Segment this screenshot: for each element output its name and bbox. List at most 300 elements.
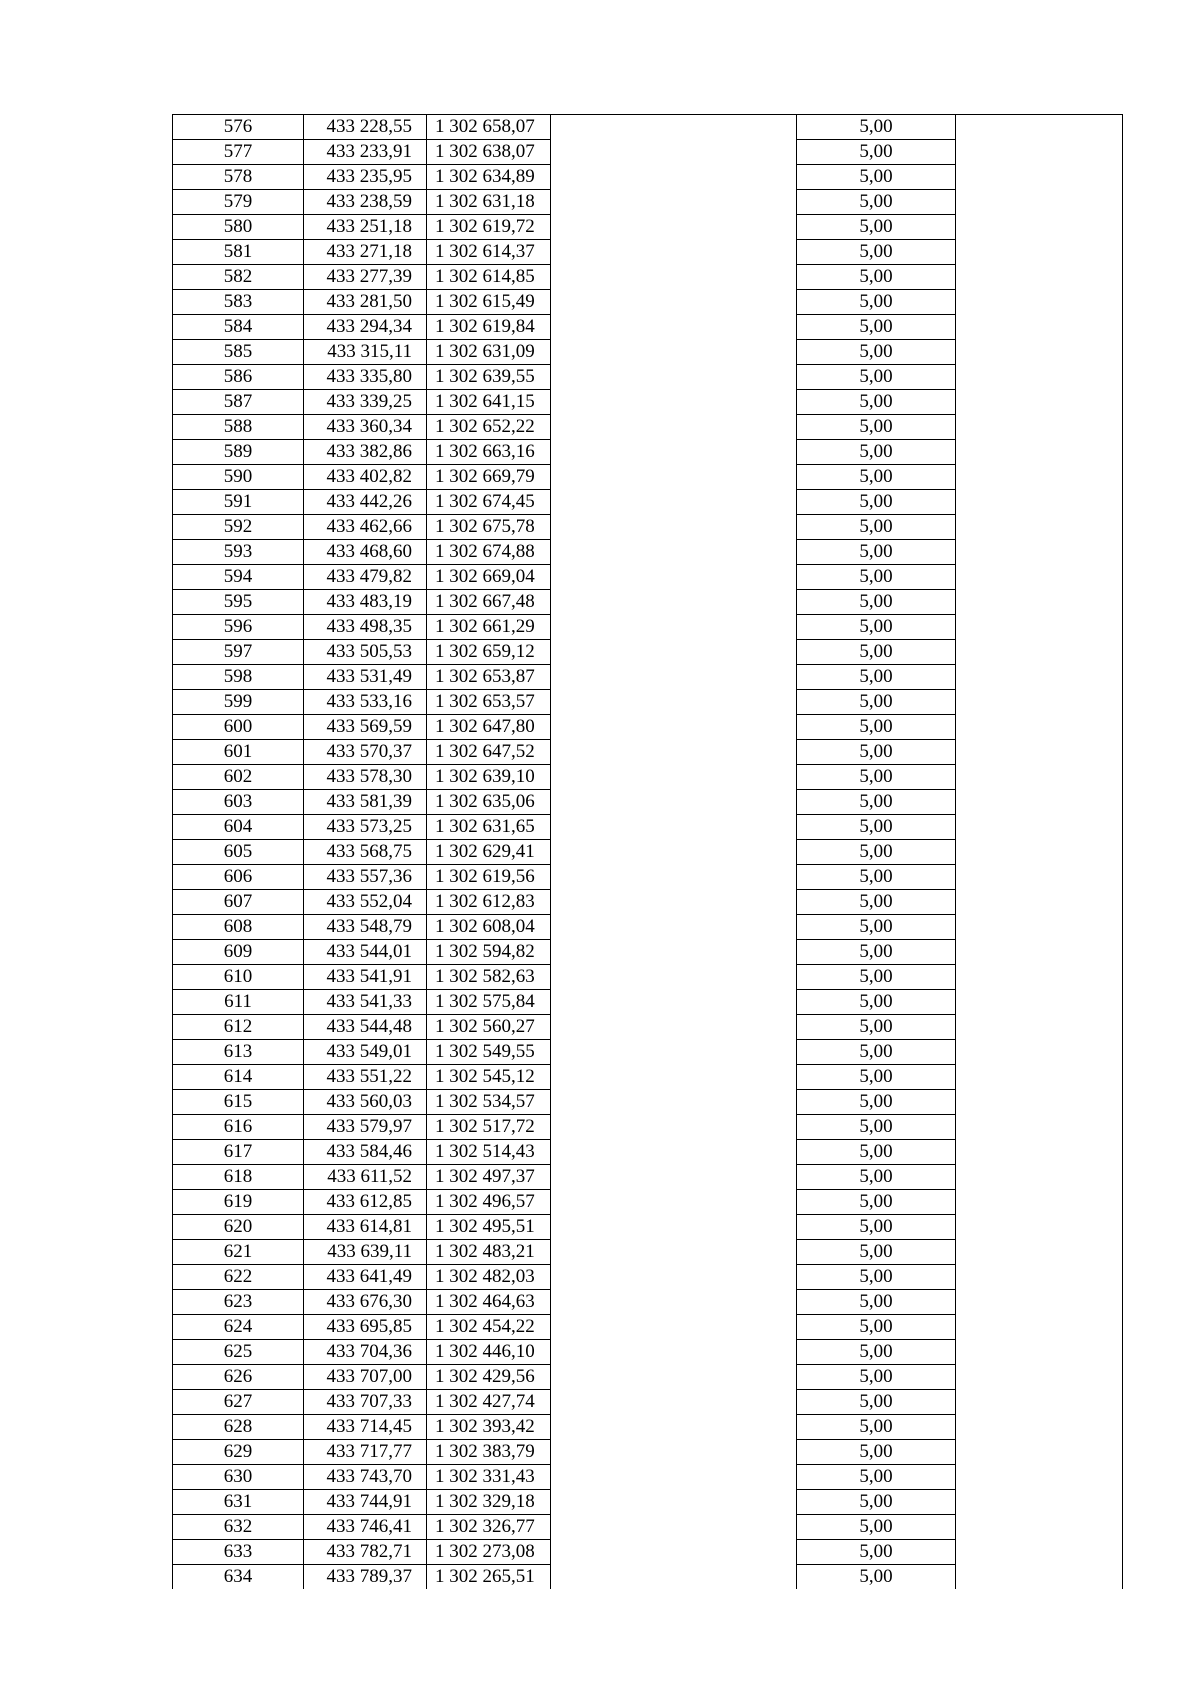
y-coordinate-cell: 1 302 619,84: [427, 315, 551, 340]
y-coordinate-cell: 1 302 631,09: [427, 340, 551, 365]
table-row: [173, 540, 1123, 565]
table-row: [173, 1215, 1123, 1240]
value-cell: 5,00: [797, 990, 956, 1015]
point-number-cell: 621: [173, 1240, 304, 1265]
y-coordinate-cell: 1 302 383,79: [427, 1440, 551, 1465]
x-coordinate-cell: 433 552,04: [304, 890, 427, 915]
empty-cell: [551, 1340, 797, 1365]
x-coordinate-cell: 433 402,82: [304, 465, 427, 490]
empty-cell: [956, 540, 1123, 565]
y-coordinate-cell: 1 302 612,83: [427, 890, 551, 915]
x-coordinate-cell: 433 505,53: [304, 640, 427, 665]
y-coordinate-cell: 1 302 635,06: [427, 790, 551, 815]
empty-cell: [551, 715, 797, 740]
point-number-cell: 626: [173, 1365, 304, 1390]
x-coordinate-cell: 433 238,59: [304, 190, 427, 215]
x-coordinate-cell: 433 568,75: [304, 840, 427, 865]
empty-cell: [956, 140, 1123, 165]
value-cell: 5,00: [797, 1215, 956, 1240]
table-row: [173, 115, 1123, 140]
x-coordinate-cell: 433 744,91: [304, 1490, 427, 1515]
empty-cell: [551, 1490, 797, 1515]
x-coordinate-cell: 433 639,11: [304, 1240, 427, 1265]
value-cell: 5,00: [797, 565, 956, 590]
table-row: [173, 1340, 1123, 1365]
empty-cell: [551, 1190, 797, 1215]
empty-cell: [956, 115, 1123, 140]
empty-cell: [551, 1415, 797, 1440]
empty-cell: [551, 740, 797, 765]
value-cell: 5,00: [797, 1565, 956, 1590]
empty-cell: [956, 215, 1123, 240]
table-row: [173, 465, 1123, 490]
y-coordinate-cell: 1 302 560,27: [427, 1015, 551, 1040]
y-coordinate-cell: 1 302 653,57: [427, 690, 551, 715]
table-row: [173, 1565, 1123, 1590]
value-cell: 5,00: [797, 1015, 956, 1040]
x-coordinate-cell: 433 557,36: [304, 865, 427, 890]
empty-cell: [551, 615, 797, 640]
value-cell: 5,00: [797, 1490, 956, 1515]
empty-cell: [551, 1040, 797, 1065]
point-number-cell: 579: [173, 190, 304, 215]
empty-cell: [956, 890, 1123, 915]
empty-cell: [551, 865, 797, 890]
table-row: [173, 1540, 1123, 1565]
x-coordinate-cell: 433 533,16: [304, 690, 427, 715]
value-cell: 5,00: [797, 665, 956, 690]
empty-cell: [956, 1240, 1123, 1265]
point-number-cell: 599: [173, 690, 304, 715]
y-coordinate-cell: 1 302 514,43: [427, 1140, 551, 1165]
point-number-cell: 623: [173, 1290, 304, 1315]
x-coordinate-cell: 433 541,91: [304, 965, 427, 990]
empty-cell: [956, 1265, 1123, 1290]
table-row: [173, 1190, 1123, 1215]
point-number-cell: 609: [173, 940, 304, 965]
y-coordinate-cell: 1 302 639,55: [427, 365, 551, 390]
point-number-cell: 589: [173, 440, 304, 465]
value-cell: 5,00: [797, 740, 956, 765]
value-cell: 5,00: [797, 615, 956, 640]
value-cell: 5,00: [797, 140, 956, 165]
table-row: [173, 1390, 1123, 1415]
value-cell: 5,00: [797, 1515, 956, 1540]
point-number-cell: 622: [173, 1265, 304, 1290]
value-cell: 5,00: [797, 790, 956, 815]
empty-cell: [551, 1290, 797, 1315]
x-coordinate-cell: 433 614,81: [304, 1215, 427, 1240]
x-coordinate-cell: 433 704,36: [304, 1340, 427, 1365]
y-coordinate-cell: 1 302 393,42: [427, 1415, 551, 1440]
table-row: [173, 1365, 1123, 1390]
x-coordinate-cell: 433 714,45: [304, 1415, 427, 1440]
empty-cell: [551, 190, 797, 215]
empty-cell: [956, 865, 1123, 890]
empty-cell: [956, 590, 1123, 615]
empty-cell: [956, 640, 1123, 665]
table-row: [173, 190, 1123, 215]
y-coordinate-cell: 1 302 647,80: [427, 715, 551, 740]
x-coordinate-cell: 433 277,39: [304, 265, 427, 290]
table-row: [173, 740, 1123, 765]
empty-cell: [956, 1090, 1123, 1115]
x-coordinate-cell: 433 641,49: [304, 1265, 427, 1290]
value-cell: 5,00: [797, 640, 956, 665]
empty-cell: [956, 440, 1123, 465]
empty-cell: [551, 1515, 797, 1540]
y-coordinate-cell: 1 302 614,37: [427, 240, 551, 265]
y-coordinate-cell: 1 302 634,89: [427, 165, 551, 190]
value-cell: 5,00: [797, 1390, 956, 1415]
y-coordinate-cell: 1 302 483,21: [427, 1240, 551, 1265]
value-cell: 5,00: [797, 590, 956, 615]
x-coordinate-cell: 433 676,30: [304, 1290, 427, 1315]
x-coordinate-cell: 433 743,70: [304, 1465, 427, 1490]
x-coordinate-cell: 433 789,37: [304, 1565, 427, 1590]
y-coordinate-cell: 1 302 659,12: [427, 640, 551, 665]
table-row: [173, 815, 1123, 840]
table-row: [173, 1240, 1123, 1265]
point-number-cell: 588: [173, 415, 304, 440]
table-row: [173, 665, 1123, 690]
value-cell: 5,00: [797, 715, 956, 740]
point-number-cell: 581: [173, 240, 304, 265]
value-cell: 5,00: [797, 915, 956, 940]
empty-cell: [956, 390, 1123, 415]
point-number-cell: 603: [173, 790, 304, 815]
empty-cell: [551, 1015, 797, 1040]
empty-cell: [956, 1315, 1123, 1340]
empty-cell: [551, 1115, 797, 1140]
empty-cell: [551, 490, 797, 515]
x-coordinate-cell: 433 479,82: [304, 565, 427, 590]
table-row: [173, 790, 1123, 815]
y-coordinate-cell: 1 302 619,72: [427, 215, 551, 240]
table-row: [173, 390, 1123, 415]
x-coordinate-cell: 433 551,22: [304, 1065, 427, 1090]
value-cell: 5,00: [797, 1140, 956, 1165]
empty-cell: [956, 765, 1123, 790]
x-coordinate-cell: 433 579,97: [304, 1115, 427, 1140]
x-coordinate-cell: 433 549,01: [304, 1040, 427, 1065]
point-number-cell: 602: [173, 765, 304, 790]
empty-cell: [551, 1390, 797, 1415]
empty-cell: [551, 940, 797, 965]
table-row: [173, 765, 1123, 790]
value-cell: 5,00: [797, 840, 956, 865]
x-coordinate-cell: 433 782,71: [304, 1540, 427, 1565]
x-coordinate-cell: 433 294,34: [304, 315, 427, 340]
empty-cell: [551, 965, 797, 990]
table-row: [173, 490, 1123, 515]
y-coordinate-cell: 1 302 429,56: [427, 1365, 551, 1390]
empty-cell: [551, 640, 797, 665]
x-coordinate-cell: 433 544,01: [304, 940, 427, 965]
point-number-cell: 606: [173, 865, 304, 890]
table-row: [173, 1065, 1123, 1090]
empty-cell: [551, 1440, 797, 1465]
table-row: [173, 565, 1123, 590]
point-number-cell: 590: [173, 465, 304, 490]
point-number-cell: 601: [173, 740, 304, 765]
point-number-cell: 611: [173, 990, 304, 1015]
point-number-cell: 584: [173, 315, 304, 340]
point-number-cell: 576: [173, 115, 304, 140]
point-number-cell: 582: [173, 265, 304, 290]
point-number-cell: 595: [173, 590, 304, 615]
x-coordinate-cell: 433 281,50: [304, 290, 427, 315]
y-coordinate-cell: 1 302 631,18: [427, 190, 551, 215]
y-coordinate-cell: 1 302 482,03: [427, 1265, 551, 1290]
empty-cell: [956, 1440, 1123, 1465]
empty-cell: [956, 1040, 1123, 1065]
empty-cell: [551, 440, 797, 465]
empty-cell: [551, 1365, 797, 1390]
x-coordinate-cell: 433 746,41: [304, 1515, 427, 1540]
table-row: [173, 440, 1123, 465]
empty-cell: [551, 765, 797, 790]
point-number-cell: 614: [173, 1065, 304, 1090]
value-cell: 5,00: [797, 240, 956, 265]
empty-cell: [551, 565, 797, 590]
point-number-cell: 607: [173, 890, 304, 915]
empty-cell: [956, 1490, 1123, 1515]
value-cell: 5,00: [797, 440, 956, 465]
table-row: [173, 1165, 1123, 1190]
empty-cell: [551, 140, 797, 165]
point-number-cell: 608: [173, 915, 304, 940]
empty-cell: [956, 1140, 1123, 1165]
empty-cell: [956, 1015, 1123, 1040]
y-coordinate-cell: 1 302 675,78: [427, 515, 551, 540]
x-coordinate-cell: 433 335,80: [304, 365, 427, 390]
y-coordinate-cell: 1 302 495,51: [427, 1215, 551, 1240]
table-row: [173, 140, 1123, 165]
y-coordinate-cell: 1 302 534,57: [427, 1090, 551, 1115]
y-coordinate-cell: 1 302 631,65: [427, 815, 551, 840]
y-coordinate-cell: 1 302 582,63: [427, 965, 551, 990]
empty-cell: [956, 1215, 1123, 1240]
point-number-cell: 631: [173, 1490, 304, 1515]
x-coordinate-cell: 433 581,39: [304, 790, 427, 815]
point-number-cell: 610: [173, 965, 304, 990]
value-cell: 5,00: [797, 690, 956, 715]
point-number-cell: 617: [173, 1140, 304, 1165]
empty-cell: [956, 840, 1123, 865]
point-number-cell: 625: [173, 1340, 304, 1365]
y-coordinate-cell: 1 302 464,63: [427, 1290, 551, 1315]
empty-cell: [551, 390, 797, 415]
empty-cell: [956, 965, 1123, 990]
y-coordinate-cell: 1 302 661,29: [427, 615, 551, 640]
value-cell: 5,00: [797, 965, 956, 990]
point-number-cell: 616: [173, 1115, 304, 1140]
table-row: [173, 1490, 1123, 1515]
x-coordinate-cell: 433 228,55: [304, 115, 427, 140]
x-coordinate-cell: 433 251,18: [304, 215, 427, 240]
value-cell: 5,00: [797, 465, 956, 490]
empty-cell: [551, 415, 797, 440]
empty-cell: [956, 165, 1123, 190]
x-coordinate-cell: 433 717,77: [304, 1440, 427, 1465]
y-coordinate-cell: 1 302 629,41: [427, 840, 551, 865]
point-number-cell: 577: [173, 140, 304, 165]
x-coordinate-cell: 433 611,52: [304, 1165, 427, 1190]
table-row: [173, 715, 1123, 740]
y-coordinate-cell: 1 302 331,43: [427, 1465, 551, 1490]
y-coordinate-cell: 1 302 667,48: [427, 590, 551, 615]
point-number-cell: 615: [173, 1090, 304, 1115]
y-coordinate-cell: 1 302 647,52: [427, 740, 551, 765]
y-coordinate-cell: 1 302 663,16: [427, 440, 551, 465]
table-row: [173, 940, 1123, 965]
empty-cell: [956, 1515, 1123, 1540]
empty-cell: [551, 540, 797, 565]
empty-cell: [956, 565, 1123, 590]
empty-cell: [956, 515, 1123, 540]
table-row: [173, 415, 1123, 440]
y-coordinate-cell: 1 302 454,22: [427, 1315, 551, 1340]
empty-cell: [551, 990, 797, 1015]
point-number-cell: 578: [173, 165, 304, 190]
value-cell: 5,00: [797, 340, 956, 365]
empty-cell: [551, 315, 797, 340]
empty-cell: [551, 590, 797, 615]
y-coordinate-cell: 1 302 329,18: [427, 1490, 551, 1515]
y-coordinate-cell: 1 302 427,74: [427, 1390, 551, 1415]
x-coordinate-cell: 433 233,91: [304, 140, 427, 165]
x-coordinate-cell: 433 483,19: [304, 590, 427, 615]
empty-cell: [956, 490, 1123, 515]
empty-cell: [956, 1115, 1123, 1140]
value-cell: 5,00: [797, 1040, 956, 1065]
value-cell: 5,00: [797, 165, 956, 190]
x-coordinate-cell: 433 612,85: [304, 1190, 427, 1215]
table-row: [173, 590, 1123, 615]
point-number-cell: 627: [173, 1390, 304, 1415]
y-coordinate-cell: 1 302 615,49: [427, 290, 551, 315]
point-number-cell: 587: [173, 390, 304, 415]
empty-cell: [551, 840, 797, 865]
empty-cell: [956, 1465, 1123, 1490]
x-coordinate-cell: 433 235,95: [304, 165, 427, 190]
empty-cell: [551, 890, 797, 915]
table-row: [173, 165, 1123, 190]
table-row: [173, 640, 1123, 665]
value-cell: 5,00: [797, 1440, 956, 1465]
table-row: [173, 865, 1123, 890]
point-number-cell: 585: [173, 340, 304, 365]
table-row: [173, 1015, 1123, 1040]
table-row: [173, 215, 1123, 240]
y-coordinate-cell: 1 302 614,85: [427, 265, 551, 290]
empty-cell: [551, 1540, 797, 1565]
point-number-cell: 597: [173, 640, 304, 665]
point-number-cell: 632: [173, 1515, 304, 1540]
value-cell: 5,00: [797, 1165, 956, 1190]
empty-cell: [551, 1240, 797, 1265]
y-coordinate-cell: 1 302 545,12: [427, 1065, 551, 1090]
empty-cell: [551, 1215, 797, 1240]
table-row: [173, 515, 1123, 540]
value-cell: 5,00: [797, 515, 956, 540]
value-cell: 5,00: [797, 1265, 956, 1290]
x-coordinate-cell: 433 578,30: [304, 765, 427, 790]
y-coordinate-cell: 1 302 658,07: [427, 115, 551, 140]
value-cell: 5,00: [797, 1190, 956, 1215]
point-number-cell: 624: [173, 1315, 304, 1340]
value-cell: 5,00: [797, 1065, 956, 1090]
table-row: [173, 840, 1123, 865]
value-cell: 5,00: [797, 365, 956, 390]
x-coordinate-cell: 433 584,46: [304, 1140, 427, 1165]
x-coordinate-cell: 433 271,18: [304, 240, 427, 265]
point-number-cell: 586: [173, 365, 304, 390]
point-number-cell: 594: [173, 565, 304, 590]
empty-cell: [956, 1190, 1123, 1215]
empty-cell: [551, 115, 797, 140]
x-coordinate-cell: 433 707,33: [304, 1390, 427, 1415]
table-row: [173, 340, 1123, 365]
point-number-cell: 598: [173, 665, 304, 690]
y-coordinate-cell: 1 302 549,55: [427, 1040, 551, 1065]
x-coordinate-cell: 433 442,26: [304, 490, 427, 515]
y-coordinate-cell: 1 302 674,45: [427, 490, 551, 515]
point-number-cell: 596: [173, 615, 304, 640]
y-coordinate-cell: 1 302 652,22: [427, 415, 551, 440]
empty-cell: [956, 240, 1123, 265]
empty-cell: [956, 1390, 1123, 1415]
y-coordinate-cell: 1 302 674,88: [427, 540, 551, 565]
value-cell: 5,00: [797, 115, 956, 140]
x-coordinate-cell: 433 573,25: [304, 815, 427, 840]
value-cell: 5,00: [797, 1365, 956, 1390]
empty-cell: [551, 165, 797, 190]
value-cell: 5,00: [797, 890, 956, 915]
y-coordinate-cell: 1 302 273,08: [427, 1540, 551, 1565]
value-cell: 5,00: [797, 540, 956, 565]
table-row: [173, 690, 1123, 715]
empty-cell: [956, 1365, 1123, 1390]
value-cell: 5,00: [797, 265, 956, 290]
value-cell: 5,00: [797, 815, 956, 840]
empty-cell: [956, 1340, 1123, 1365]
empty-cell: [956, 340, 1123, 365]
y-coordinate-cell: 1 302 669,04: [427, 565, 551, 590]
point-number-cell: 591: [173, 490, 304, 515]
value-cell: 5,00: [797, 290, 956, 315]
value-cell: 5,00: [797, 190, 956, 215]
value-cell: 5,00: [797, 1240, 956, 1265]
empty-cell: [551, 1465, 797, 1490]
empty-cell: [956, 1290, 1123, 1315]
table-row: [173, 915, 1123, 940]
table-row: [173, 990, 1123, 1015]
table-row: [173, 1090, 1123, 1115]
value-cell: 5,00: [797, 1315, 956, 1340]
empty-cell: [956, 690, 1123, 715]
table-row: [173, 890, 1123, 915]
empty-cell: [956, 940, 1123, 965]
y-coordinate-cell: 1 302 641,15: [427, 390, 551, 415]
x-coordinate-cell: 433 339,25: [304, 390, 427, 415]
x-coordinate-cell: 433 360,34: [304, 415, 427, 440]
value-cell: 5,00: [797, 1540, 956, 1565]
x-coordinate-cell: 433 498,35: [304, 615, 427, 640]
table-row: [173, 1040, 1123, 1065]
y-coordinate-cell: 1 302 619,56: [427, 865, 551, 890]
